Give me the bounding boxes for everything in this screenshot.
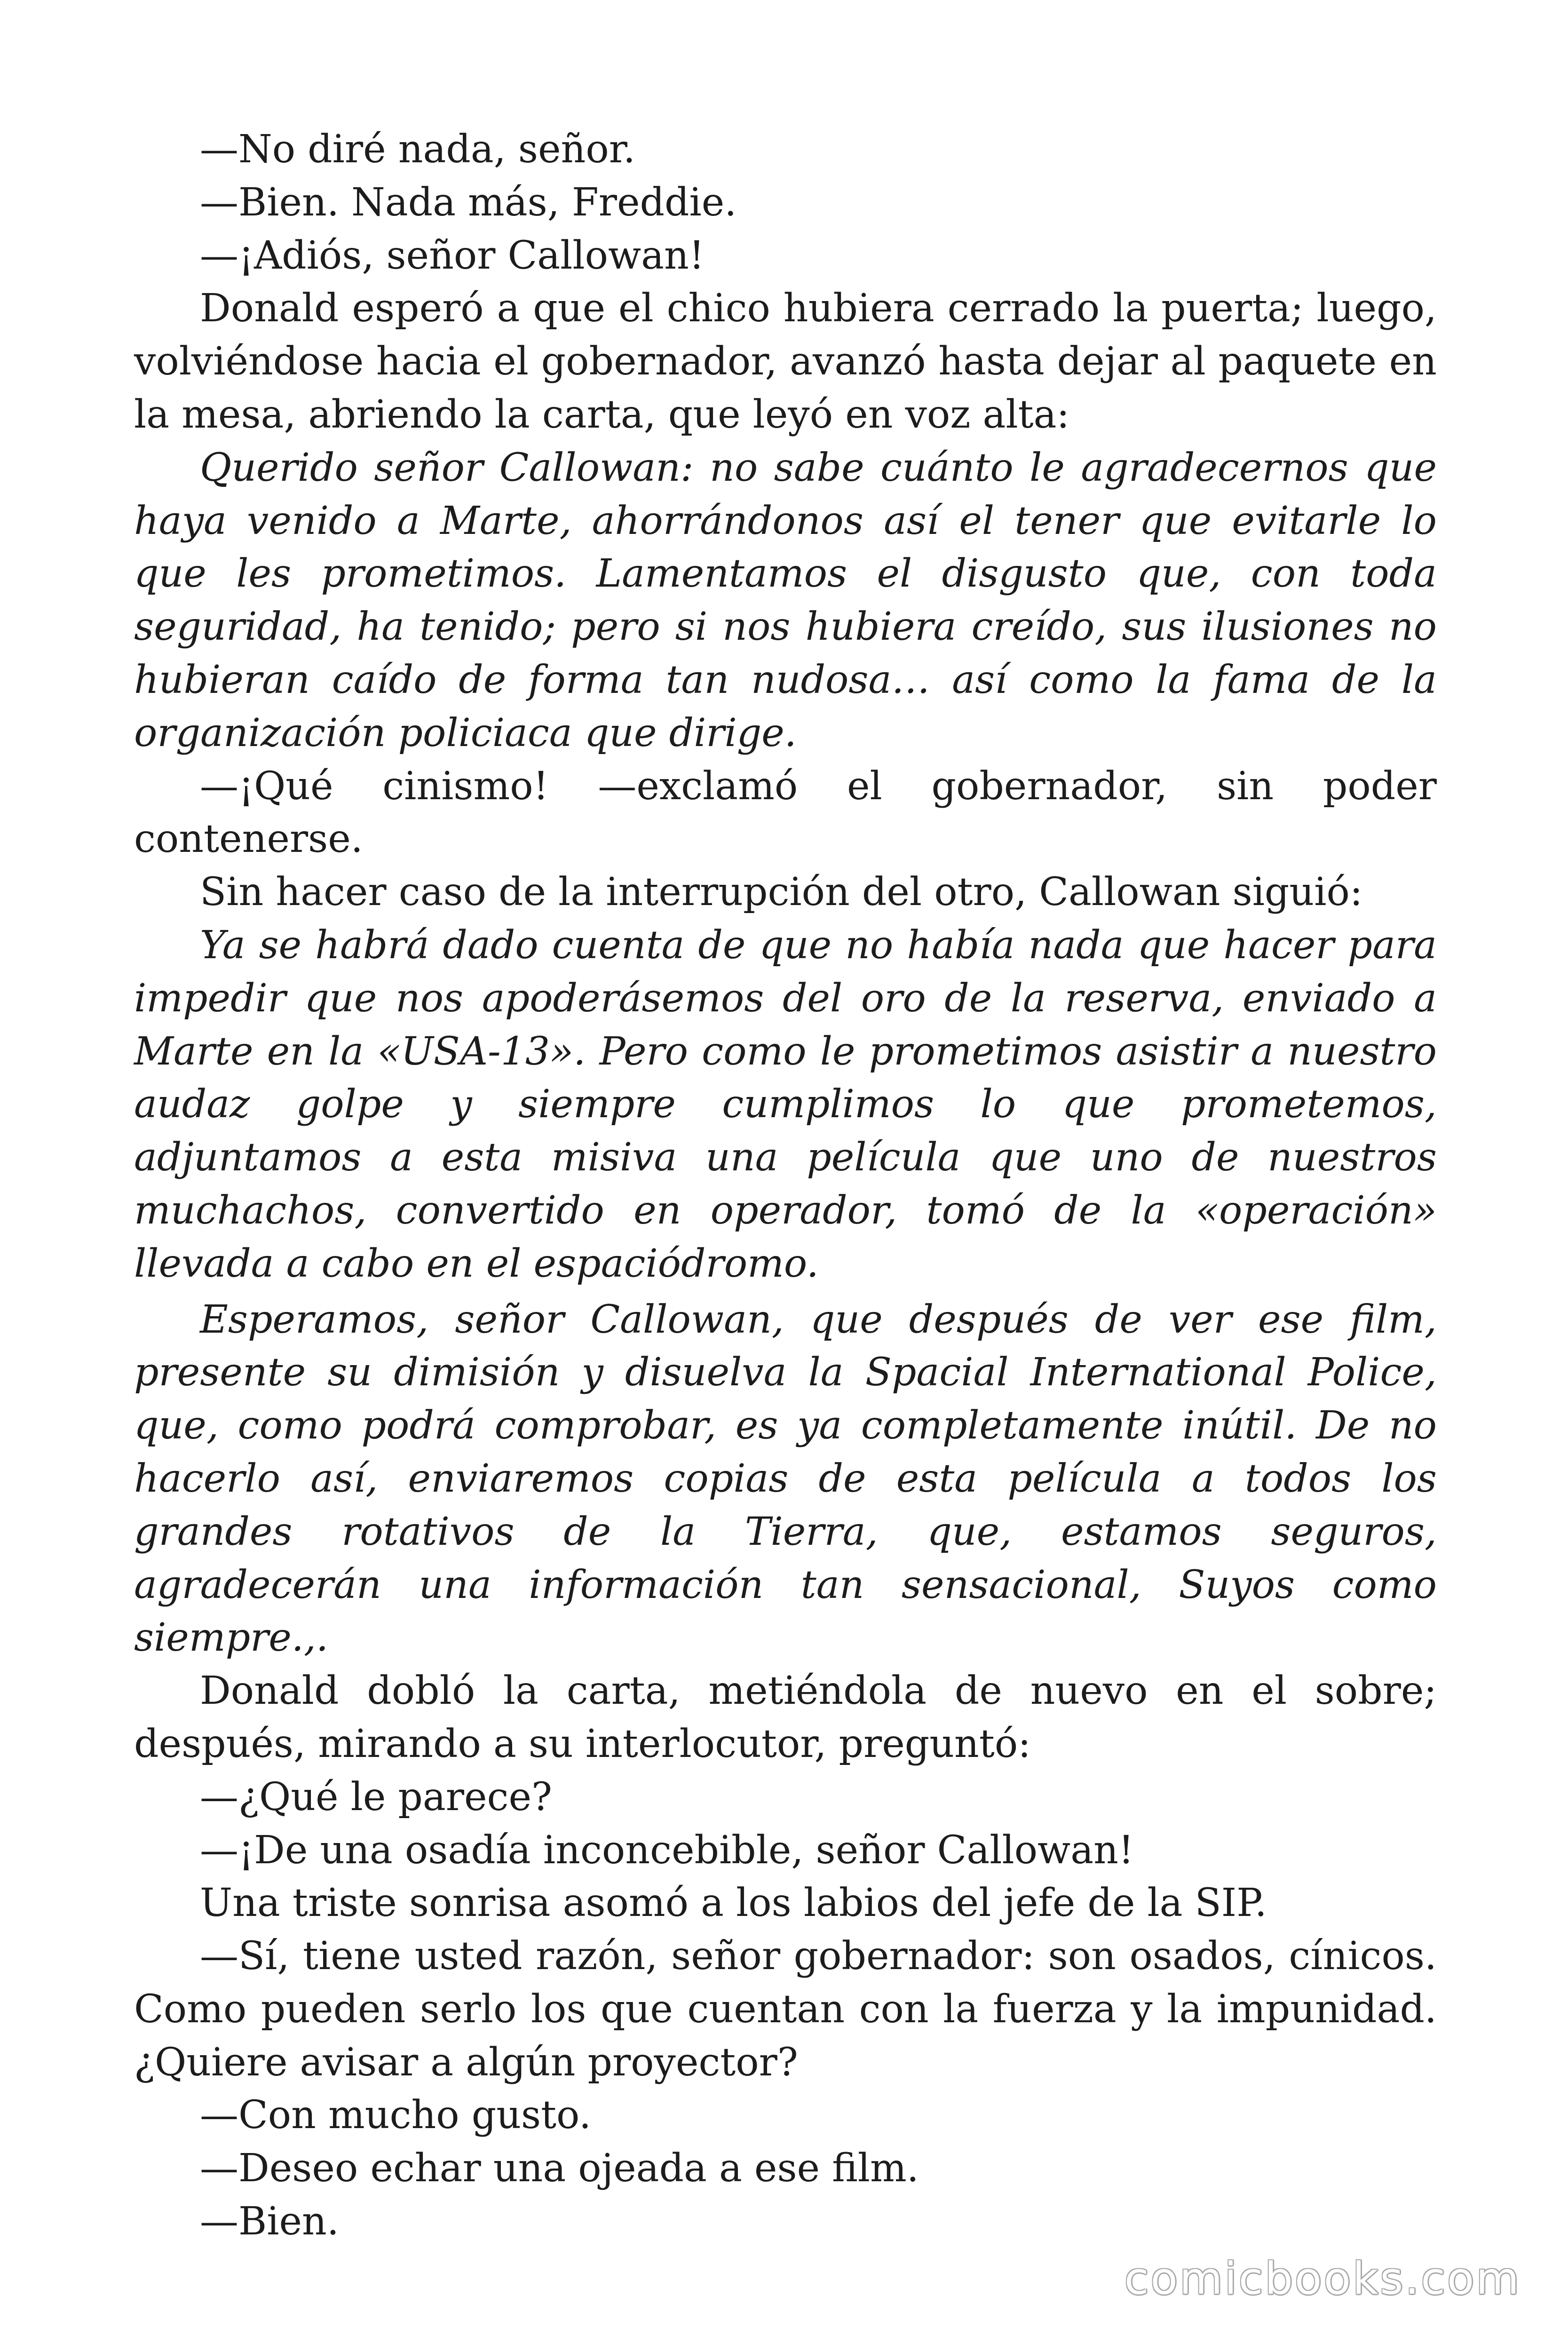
dialogue-line: —Deseo echar una ojeada a ese film. bbox=[200, 2146, 919, 2191]
narration-paragraph: Una triste sonrisa asomó a los labios del jefe de la SIP. bbox=[200, 1881, 1267, 1926]
dialogue-line: —¡Qué cinismo! —exclamó el gobernador, sin poder contenerse. bbox=[134, 763, 1437, 862]
dialogue-line: —Bien. bbox=[200, 2199, 339, 2244]
narration-paragraph: Donald esperó a que el chico hubiera cerrado la puerta; luego, volviéndose hacia el gobernador, avanzó hasta dejar al paquete en la mesa, abriendo la carta, que leyó en voz alta: bbox=[134, 286, 1437, 437]
letter-paragraph: Querido señor Callowan: no sabe cuánto le agradecernos que haya venido a Marte, ahorrándonos así el tener que evitarle lo que les prometimos. Lamentamos el disgusto que, con toda seguridad, ha tenido; pero si nos hubiera creído, sus ilusiones no hubieran caído de forma tan nudosa… así como la fama de la organización policiaca que dirige. bbox=[134, 445, 1437, 755]
dialogue-line: —¿Qué le parece? bbox=[200, 1774, 552, 1820]
dialogue-line: —Bien. Nada más, Freddie. bbox=[200, 180, 737, 225]
narration-paragraph: Donald dobló la carta, metiéndola de nuevo en el sobre; después, mirando a su interlocutor, preguntó: bbox=[134, 1669, 1437, 1766]
letter-paragraph: Esperamos, señor Callowan, que después de ver ese film, presente su dimisión y disuelva la Spacial International Police, que, como podrá comprobar, es ya completamente inútil. De no hacerlo así, enviaremos copias de esta película a todos los grandes rotativos de la Tierra, que, estamos seguros, agradecerán una información tan sensacional, Suyos como siempre.,. bbox=[134, 1297, 1437, 1661]
dialogue-line: —¡De una osadía inconcebible, señor Callowan! bbox=[200, 1828, 1134, 1873]
watermark: comicbooks.com bbox=[1124, 2253, 1521, 2304]
dialogue-line: —No diré nada, señor. bbox=[200, 127, 635, 172]
book-page-text bbox=[134, 123, 1437, 2249]
letter-paragraph: Ya se habrá dado cuenta de que no había nada que hacer para impedir que nos apoderásemos del oro de la reserva, enviado a Marte en la «USA-13». Pero como le prometimos asistir a nuestro audaz golpe y siempre cumplimos lo que prometemos, adjuntamos a esta misiva una película que uno de nuestros muchachos, convertido en operador, tomó de la «operación» llevada a cabo en el espaciódromo. bbox=[134, 922, 1437, 1286]
dialogue-line: —¡Adiós, señor Callowan! bbox=[200, 233, 705, 278]
dialogue-line: —Con mucho gusto. bbox=[200, 2093, 592, 2138]
narration-paragraph: Sin hacer caso de la interrupción del otro, Callowan siguió: bbox=[200, 870, 1363, 915]
dialogue-line: —Sí, tiene usted razón, señor gobernador: son osados, cínicos. Como pueden serlo los que cuentan con la fuerza y la impunidad. ¿Quiere avisar a algún proyector? bbox=[134, 1934, 1437, 2085]
